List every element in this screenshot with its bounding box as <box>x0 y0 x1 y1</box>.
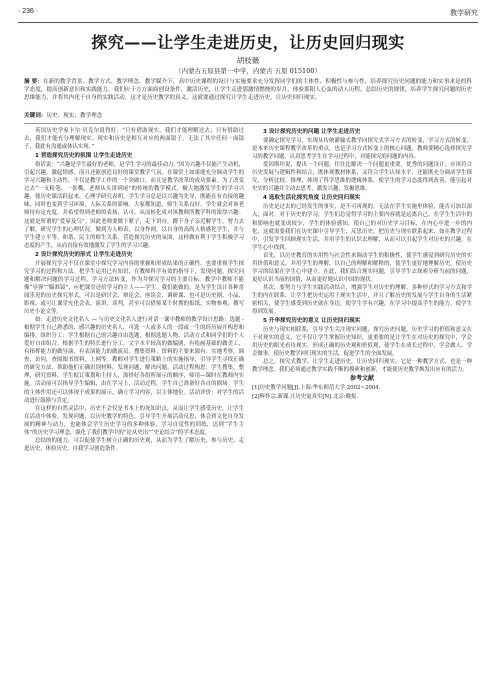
reference-item: [2]辉怀宗.新课.让历史更真实[N].北京:晚报. <box>252 393 359 400</box>
references-heading: 参考文献 <box>349 375 374 383</box>
reference-item: [1]历史教学问题[J].上海:华东师范大学,2002~2004. <box>252 385 381 392</box>
page-header <box>18 8 478 22</box>
keywords <box>24 112 472 120</box>
body-paragraph: 在这样的自然灵活中，历史不会仅是书本上的死知识点，从而让学生感受历史，让学生在活动中体验，发现问题，以历史教学的特色，引导学生开展活动反思，体会到文化自身发展的精神与动力，也能体会学生历史学习的多种体验，学习自觉性的训练，达到“学生主体”的历史学习理念，强化了我们教学中的”论从史出”“史论结合”的学术态度。 <box>24 405 244 436</box>
journal-name: 教学研究 <box>450 10 478 17</box>
body-paragraph: 如：走进历史文化名人 — 与历史文化名人进行对话一课中教师的教学设计思路：选题 - 根据学生自己熟悉的、感兴趣的历史名人，可选一人或多人的一段或一生的经历展开构思和编排。组织分工：学生根据自己的兴趣自由选题，根据选题人物、活动方式和同学们的个人爱好自由组合。根据学生的特长进行分工。文字水平较高的做编剧，有绘画基础的做美工，有指挥能力的做导演，有表演能力的做演员。搜集资料：资料的主要来源有：实地考察，调查，访问，查阅图书资料，上网等。教师对学生进行策略上的实施指导，引导学生寻找正确的研究方法，帮助他们正确识别材料，发现问题，解决问题。活动过程构思：学生搜集，整理，研究资料，学生拟订策划和主持人，汲择好各组所展示的顺序，师用—课时在教师内实施。活动前可以指导学生编辑，由在学习上，活动过程。学生自己准备好各自的剧场。学生的主体作用还可以体现于成果的展示，确立学习内容，以主体地位。活动评价：对学生的活动进行鼓励与肯定。 <box>24 317 244 404</box>
body-paragraph: 总结的的能力，可以促使学生树立正确的历史观，从而为学生了解历史，参与历史，走进历史，体验历史，自我学习创造条件。 <box>24 437 244 452</box>
abstract-label: 摘 要： <box>24 79 43 85</box>
page-number: · 236 · <box>18 8 39 15</box>
keywords-text: 历史；现实；教学理念 <box>46 113 103 119</box>
abstract-text: 在新的教学背景、教学方式、教学理念、教学媒介下，高中历史课程的设计与实施要求充分发挥同学们的主体性、积极性与参与性，培养探究历史问题的能力和实事求是的科学态度，提高创新意识和实践能力。我们应于方方面面创设条件，激活历史，让学生走进那激情燃烧的岁月，体验那阳人心弦的动人历程，总结历史的规律，培养学生探究问题的历史思维能力，并将其内化于自身的实践活动，这才是历史教学的真义，这就要通过探究让学生走进历史，让历史回归现实。 <box>24 79 472 102</box>
abstract <box>24 78 472 103</box>
body-paragraph: 爱因斯坦说，提出一个问题，往往比解决一个问题更重要。优秀的问题设计，应该符合历史发展与逻辑性和结合，既体现教材体系，又符合学生认知水平，还能既充分调动学生探究，分析比较、推理，体现了科学思维的逻辑体系，使学生的学习态度得到改善，能引起对史实的兴趣并主动去思考，激发兴趣，发掘思维。 <box>252 162 472 193</box>
abstract-rule <box>24 123 472 124</box>
keywords-label: 关键词： <box>24 113 47 119</box>
left-column <box>24 127 244 453</box>
body-paragraph: 英国历史学家卡尔·贝克尔说得好：“只有借助现实，我们才能理解过去；只有借助过去，我们才能充分理解现实。现实和历史是相互对应的两面镜子，无法了其中任何一面镜子，我此有沟通或体认实现。” <box>24 128 244 151</box>
section-heading: 2 设计探究历史的形式 让学生走进历史 <box>35 251 133 258</box>
section-heading: 1 营造探究历史的氛围 让学生走进历史 <box>35 153 133 160</box>
body-paragraph: 要确定探究学习，实现从传统灌输式教学向探究式学习方式的转变，学习方式的转变，是本来历史课程教学改革的重点，也是学习方式转变上的核心问题，教师要精心选择探究学习的教学问题，认真思考学生在学习过程中，对能探究的问题的内容。 <box>252 138 472 161</box>
author-name: 胡枝薇 <box>236 56 260 65</box>
body-paragraph: 总之，探究式教学，让学生走进历史，让历史回归现实，它是一种教学方式，也是一种教学理念。我们必须通过教学实践不断的摸索和创新，才能使历史教学焕发出应有的活力。 <box>252 359 472 374</box>
article-title: 探究——让学生走进历史，让历史回归现实 <box>91 33 405 52</box>
body-paragraph: 首先，以历史教育的实用性与社会性来调动学生的积极性，使学生感觉到研究历史的实用价值和意义，并用学生的理解，以自己的理解和解释的，使学生更好地理解历史，使历史学习的结果在学生心中建立。在此，我们结合现实问题，引导学生去探索分析当前的问题，更好认识当前的国情，从而更好地认识中国的现状。 <box>252 252 472 283</box>
section-heading: 4 选取生活化探究角度 让历史回归现实 <box>263 195 361 202</box>
section-heading: 5 升华探究历史的意义 让历史回归现实 <box>263 318 361 325</box>
right-column <box>252 127 472 401</box>
body-paragraph: 历史是过去的已经发生的事实，是不可再现的。无法在学生实施里体验，能否可加以深入，面对，对于历史的学习，学生们总觉得学习的主要内容就是远离自己，在学生生活中的和影响也就变成较少，学生的体验感知，使自己的对历史学习目标，在内心中进一步的内化，这就需要我们在历史课中引导学生，反思历史，把历史与现实联系起来，如在教学过程中，引发学生回顾现实生活，并用学生的认识去理解，从而可以引起学生对历史的兴趣，在学生心中找到。 <box>252 204 472 251</box>
body-paragraph: 其次，要努力与学生实践活动结合，增强学生对历史的理解，多种形式的学习方式和学生的内在联系，让学生把历史运用于现实生活中，并且了解历史的发展与学生自身的生活紧密相关，使学生感受到历史就在身边，使学生学有兴趣，在学习中提高学生的能力，使学生得到发展。 <box>252 284 472 316</box>
section-heading: 3 设计探究历史的问题 让学生走进历史 <box>263 129 361 135</box>
body-paragraph: 历史与现实相联系，引导学生关注现实问题，探究历史问题。历史学习的价值和意义在于对现实的意义，它不仅让学生掌握历史知识，更重要的是让学生在对历史的探究中，学会用历史的眼光看待现实，形成正确的历史观和价值观，使学生在成长过程中，学会做人、学会做事，使历史教学回归现实的生活，促进学生的全面发展。 <box>252 327 472 358</box>
body-paragraph: 俗话说：“兴趣是学生最好的老师，是学生学习的最佳动力。”因为兴趣不仅能产生动机，引起兴趣，激起情感，而且还能创造良好的课堂教学气氛。在课堂上如果能充分调动学生的学习兴趣和主动性，不仅是教学工作的一个突破口，而且是教学改革的成功要素。为了改变过去“一支粉笔、一张嘴，老师从头讲到尾”的传统的教学模式，极大地激发学生的学习兴趣，使历史课活跃起来，心理学研究表明，学生学习总是以兴趣为先导，既能在有直接的趣味，同时也变到学习环境，人际关系的影响。大家都知道，师生关系良好，学生就会对该老师持有定充度，并希望得到老师的表扬，认可，从而转化成对该教师所教学科的浓厚兴趣。这就是所谓的“爱屋及乌”。因此老师要做下紧子，走下讲台，蹲下身子亲近解学生，努力去了解，研究学生的心理状况。做到为人师表，以身作则，以自身的高尚人格感化学生，并与学生建立平等、和谐、民主的师生关系。营造探究历史的氛围，这样做有利于学生积极学习态度的产生，从而直接有效地激发了学生的学习兴趣。 <box>24 162 244 249</box>
body-paragraph: 开展探究学习不仅在课堂中探究学习内容的掌握和形成结果的正确性，也要重视学生探究学习的过程和方法。把学生运用已有知识，在教师科学有效的指导下，发现问题，探究问题和解决问题的学习过程，学习方法转变，作为并探究学习的主要目标。教学中教师不能像“导弹”“瞄准镜”，应把课堂还给学习的主人——学生，我们能做的，是为学生设计各种喜闻乐见的历史探究形式，可以是研讨会、辩论会、座谈会、调研课、也可是历史剧、小品、影视、或可让课堂充化会表，演讲，谈判，甚至可以借鉴某个时期的报纸、实物参观，撰写历史小论文等。 <box>24 260 244 316</box>
header-rule <box>18 22 478 23</box>
author-affiliation: （内蒙古五原县第一中学，内蒙古 五原 015100） <box>175 67 321 75</box>
